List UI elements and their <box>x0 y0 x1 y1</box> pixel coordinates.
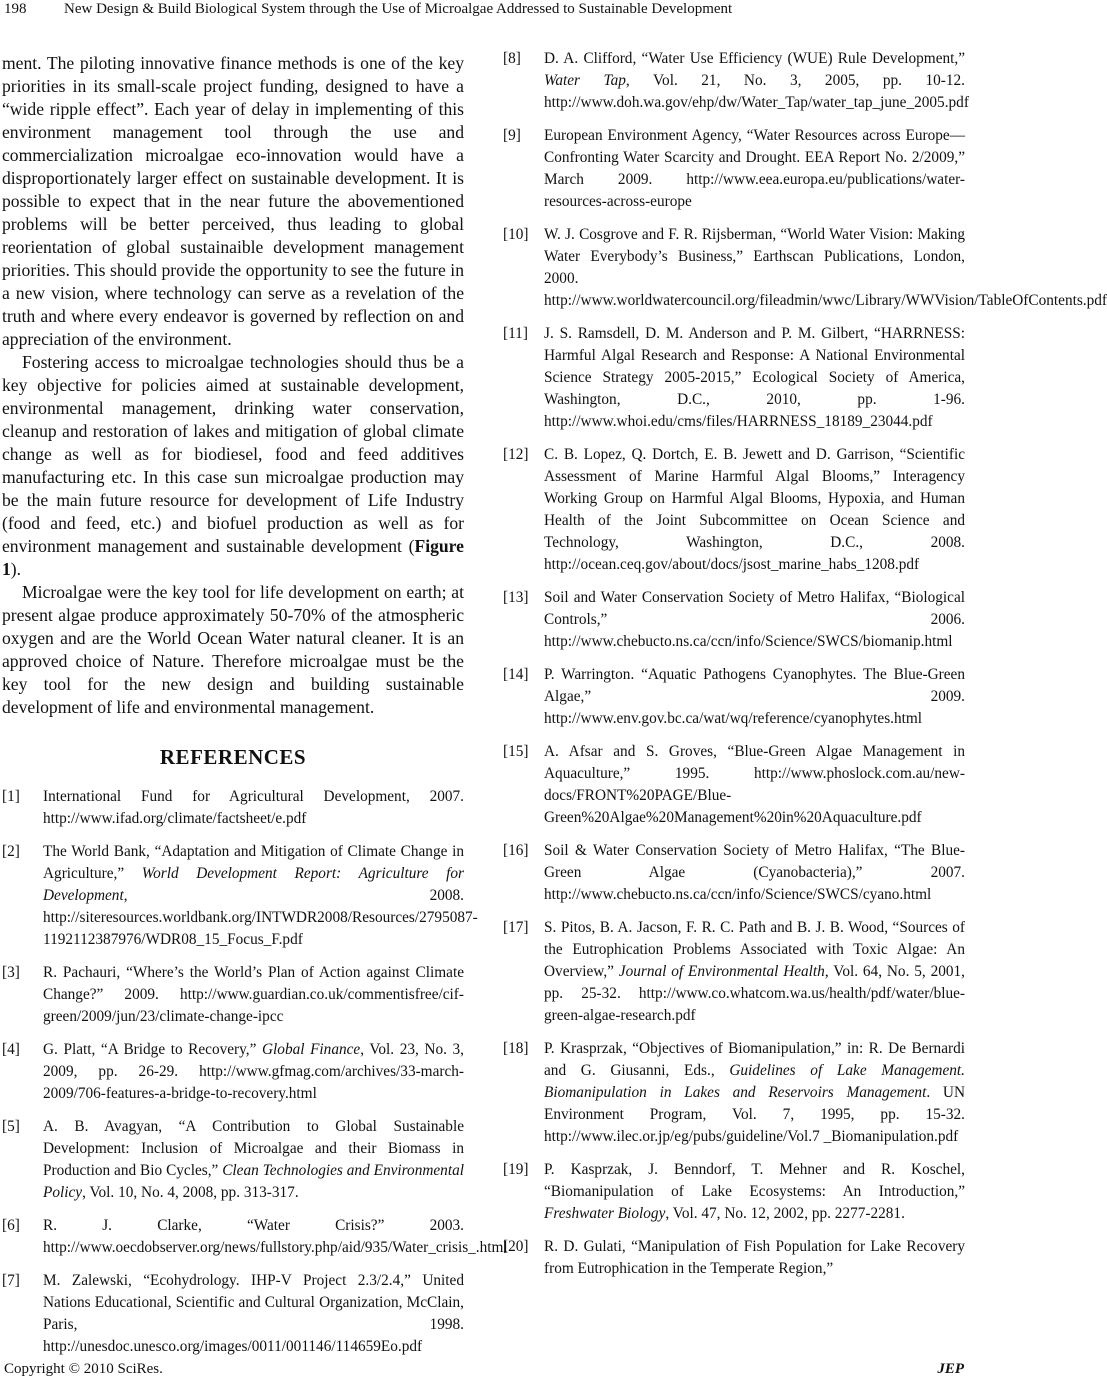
reference-source-title: Clean Technologies and Environmental Policy <box>43 1162 464 1201</box>
reference-text <box>544 127 965 210</box>
reference-item <box>503 1038 965 1148</box>
reference-number: [6] <box>2 1217 20 1234</box>
reference-text <box>544 1040 965 1145</box>
reference-text <box>544 589 965 650</box>
reference-source-title: Journal of Environmental Health <box>618 963 825 980</box>
reference-item <box>503 741 965 829</box>
reference-number: [5] <box>2 1118 20 1135</box>
reference-text-part: G. Platt, “A Bridge to Recovery,” <box>43 1041 262 1058</box>
reference-text <box>43 788 464 827</box>
reference-item <box>503 125 965 213</box>
reference-item <box>503 444 965 576</box>
reference-list-left <box>2 786 508 1358</box>
reference-text-part: A. B. Avagyan, “A Contribution to Global Sustainable Development: Inclusion of Microalgae and their Biomass in Production and Bio Cycles,” <box>43 1118 464 1179</box>
left-column <box>2 52 508 1369</box>
reference-text-part: Soil and Water Conservation Society of Metro Halifax, “Biological Controls,” 2006. http://www.chebucto.ns.ca/ccn/info/Science/SWCS/biomanip.html <box>544 589 965 650</box>
reference-text <box>43 843 478 948</box>
reference-item <box>2 962 464 1028</box>
reference-text-part: , Vol. 21, No. 3, 2005, pp. 10-12. http://www.doh.wa.gov/ehp/dw/Water_Tap/water_tap_june_2005.pdf <box>544 72 969 111</box>
reference-number: [3] <box>2 964 20 981</box>
references-heading: REFERENCES <box>159 745 307 769</box>
page-number: 198 <box>4 1 27 17</box>
paragraph-2-end: ). <box>10 559 22 579</box>
reference-text-part: P. Warrington. “Aquatic Pathogens Cyanophytes. The Blue-Green Algae,” 2009. http://www.env.gov.bc.ca/wat/wq/reference/cyanophytes.html <box>544 666 965 727</box>
reference-text-part: P. Krasprzak, “Objectives of Biomanipulation,” in: R. De Bernardi and G. Giusanni, Eds., <box>544 1040 965 1079</box>
reference-list-right <box>503 48 1107 1280</box>
reference-text-part: , Vol. 10, No. 4, 2008, pp. 313-317. <box>82 1184 299 1201</box>
reference-text <box>544 743 965 826</box>
reference-text <box>544 842 965 903</box>
reference-text-part: , Vol. 47, No. 12, 2002, pp. 2277-2281. <box>665 1205 905 1222</box>
reference-text-part: P. Kasprzak, J. Benndorf, T. Mehner and R. Koschel, “Biomanipulation of Lake Ecosystems: An Introduction,” <box>544 1161 965 1200</box>
reference-number: [8] <box>503 50 521 67</box>
reference-item <box>2 1039 464 1105</box>
reference-number: [4] <box>2 1041 20 1058</box>
reference-text-part: . UN Environment Program, Vol. 7, 1995, pp. 15-32. http://www.ilec.or.jp/eg/pubs/guideline/Vol.7 _Biomanipulation.pdf <box>544 1084 966 1145</box>
reference-text-part: R. D. Gulati, “Manipulation of Fish Population for Lake Recovery from Eutrophication in the Temperate Region,” <box>544 1238 965 1277</box>
reference-number: [12] <box>503 446 529 463</box>
reference-text-part: European Environment Agency, “Water Resources across Europe—Confronting Water Scarcity and Drought. EEA Report No. 2/2009,” March 2009. http://www.eea.europa.eu/publications/water-resources-across-europe <box>544 127 965 210</box>
reference-number: [14] <box>503 666 529 683</box>
reference-number: [13] <box>503 589 529 606</box>
running-title: New Design & Build Biological System through the Use of Microalgae Addressed to Sustainable Development <box>64 1 733 17</box>
reference-number: [11] <box>503 325 528 342</box>
reference-text-part: D. A. Clifford, “Water Use Efficiency (WUE) Rule Development,” <box>544 50 965 67</box>
reference-number: [10] <box>503 226 529 243</box>
reference-item <box>503 840 965 906</box>
reference-item <box>503 587 965 653</box>
reference-item <box>2 1215 508 1259</box>
reference-number: [16] <box>503 842 529 859</box>
reference-number: [20] <box>503 1238 529 1255</box>
reference-number: [7] <box>2 1272 20 1289</box>
reference-text-part: , 2008. http://siteresources.worldbank.org/INTWDR2008/Resources/2795087-1192112387976/WDR08_15_Focus_F.pdf <box>43 887 478 948</box>
reference-text <box>43 1118 464 1201</box>
reference-text-part: Soil & Water Conservation Society of Metro Halifax, “The Blue-Green Algae (Cyanobacteria),” 2007. http://www.chebucto.ns.ca/ccn/info/Science/SWCS/cyano.html <box>544 842 965 903</box>
copyright-footer: Copyright © 2010 SciRes. <box>4 1361 163 1377</box>
reference-source-title: Water Tap <box>544 72 626 89</box>
reference-text-part: C. B. Lopez, Q. Dortch, E. B. Jewett and D. Garrison, “Scientific Assessment of Marine Harmful Algal Blooms,” Interagency Working Group on Harmful Algal Blooms, Hypoxia, and Human Health of the Joint Subcommittee on Ocean Science and Technology, Washington, D.C., 2008. http://ocean.ceq.gov/about/docs/jsost_marine_habs_1208.pdf <box>544 446 965 573</box>
reference-source-title: Freshwater Biology <box>544 1205 666 1222</box>
reference-item <box>2 1270 464 1358</box>
reference-item <box>503 1159 965 1225</box>
paragraph-2-text: Fostering access to microalgae technologies should thus be a key objective for policies aimed at sustainable development, environmental management, drinking water conservation, cleanup and restoration of lakes and mitigation of global climate change as well as for biodiesel, food and feed additives manufacturing etc. In this case sun microalgae production may be the main future resource for development of Life Industry (food and feed, etc.) and biofuel production as well as for environment management and sustainable development ( <box>2 352 464 556</box>
reference-text-part: J. S. Ramsdell, D. M. Anderson and P. M. Gilbert, “HARRNESS: Harmful Algal Research and Response: A National Environmental Science Strategy 2005-2015,” Ecological Society of America, Washington, D.C., 2010, pp. 1-96. http://www.whoi.edu/cms/files/HARRNESS_18189_23044.pdf <box>544 325 965 430</box>
reference-text <box>43 1217 508 1256</box>
reference-number: [18] <box>503 1040 529 1057</box>
reference-text-part: A. Afsar and S. Groves, “Blue-Green Algae Management in Aquaculture,” 1995. http://www.phoslock.com.au/new-docs/FRONT%20PAGE/Blue-Green%20Algae%20Management%20in%20Aquaculture.pdf <box>544 743 965 826</box>
right-column <box>503 48 1107 1291</box>
reference-text <box>544 1238 965 1277</box>
body-paragraph-3: Microalgae were the key tool for life development on earth; at present algae produce approximately 50-70% of the atmospheric oxygen and are the World Ocean Water natural cleaner. It is an approved choice of Nature. Therefore microalgae must be the key tool for the new design and building sustainable development of life and environmental management. <box>2 582 464 717</box>
reference-text-part: The World Bank, “Adaptation and Mitigation of Climate Change in Agriculture,” <box>43 843 464 882</box>
reference-text <box>544 1161 965 1222</box>
reference-text <box>544 50 969 111</box>
reference-text <box>544 446 965 573</box>
reference-text <box>43 1272 464 1355</box>
reference-text <box>43 1041 464 1102</box>
reference-source-title: World Development Report: Agriculture for Development <box>43 865 465 904</box>
reference-text-part: W. J. Cosgrove and F. R. Rijsberman, “World Water Vision: Making Water Everybody’s Business,” Earthscan Publications, London, 2000. http://www.worldwatercouncil.org/fileadmin/wwc/Library/WWVision/TableOfContents.pdf <box>544 226 1107 309</box>
journal-abbreviation: JEP <box>937 1361 964 1377</box>
reference-item <box>503 48 969 114</box>
reference-text-part: , Vol. 23, No. 3, 2009, pp. 26-29. http://www.gfmag.com/archives/33-march-2009/706-features-a-bridge-to-recovery.html <box>43 1041 464 1102</box>
reference-item <box>2 1116 464 1204</box>
reference-item <box>2 786 464 830</box>
reference-source-title: Guidelines of Lake Management. Biomanipulation in Lakes and Reservoirs Management <box>544 1062 965 1101</box>
reference-item <box>503 664 965 730</box>
reference-text-part: , Vol. 64, No. 5, 2001, pp. 25-32. http://www.co.whatcom.wa.us/health/pdf/water/blue-green-algae-research.pdf <box>544 963 965 1024</box>
reference-number: [17] <box>503 919 529 936</box>
reference-number: [19] <box>503 1161 529 1178</box>
reference-text <box>544 325 965 430</box>
reference-text-part: International Fund for Agricultural Development, 2007. http://www.ifad.org/climate/factsheet/e.pdf <box>43 788 464 827</box>
reference-text <box>43 964 464 1025</box>
reference-item <box>503 224 1107 312</box>
reference-text <box>544 919 965 1024</box>
reference-text-part: M. Zalewski, “Ecohydrology. IHP-V Project 2.3/2.4,” United Nations Educational, Scientific and Cultural Organization, McClain, Paris, 1998. http://unesdoc.unesco.org/images/0011/001146/114659Eo.pdf <box>43 1272 464 1355</box>
body-paragraph-2 <box>2 351 464 581</box>
body-paragraph-1: ment. The piloting innovative finance methods is one of the key priorities in its small-scale project funding, designed to have a “wide ripple effect”. Each year of delay in implementing of this environment management tool through the use and commercialization microalgae eco-innovation would have a disproportionately larger effect on sustainable development. It is possible to expect that in the near future the abovementioned problems will be better perceived, thus leading to global reorientation of global sustainaible development management priorities. This should provide the opportunity to see the future in a new vision, where technology can serve as a revelation of the truth and where every endeavor is governed by reflection on and appreciation of the environment. <box>2 53 464 349</box>
reference-number: [9] <box>503 127 521 144</box>
reference-text <box>544 666 965 727</box>
reference-source-title: Global Finance <box>262 1041 361 1058</box>
reference-item <box>503 1236 965 1280</box>
figure-1-link[interactable]: Figure 1 <box>2 536 464 579</box>
reference-item <box>503 323 965 433</box>
reference-item <box>2 841 478 951</box>
reference-text-part: S. Pitos, B. A. Jacson, F. R. C. Path and B. J. B. Wood, “Sources of the Eutrophication Problems Associated with Toxic Algae: An Overview,” <box>544 919 965 980</box>
reference-text <box>544 226 1107 309</box>
reference-text-part: R. J. Clarke, “Water Crisis?” 2003. http://www.oecdobserver.org/news/fullstory.php/aid/935/Water_crisis_.html <box>43 1217 508 1256</box>
reference-text-part: R. Pachauri, “Where’s the World’s Plan of Action against Climate Change?” 2009. http://www.guardian.co.uk/commentisfree/cif-green/2009/jun/23/climate-change-ipcc <box>43 964 464 1025</box>
reference-number: [15] <box>503 743 529 760</box>
reference-number: [2] <box>2 843 20 860</box>
reference-item <box>503 917 965 1027</box>
reference-number: [1] <box>2 788 20 805</box>
